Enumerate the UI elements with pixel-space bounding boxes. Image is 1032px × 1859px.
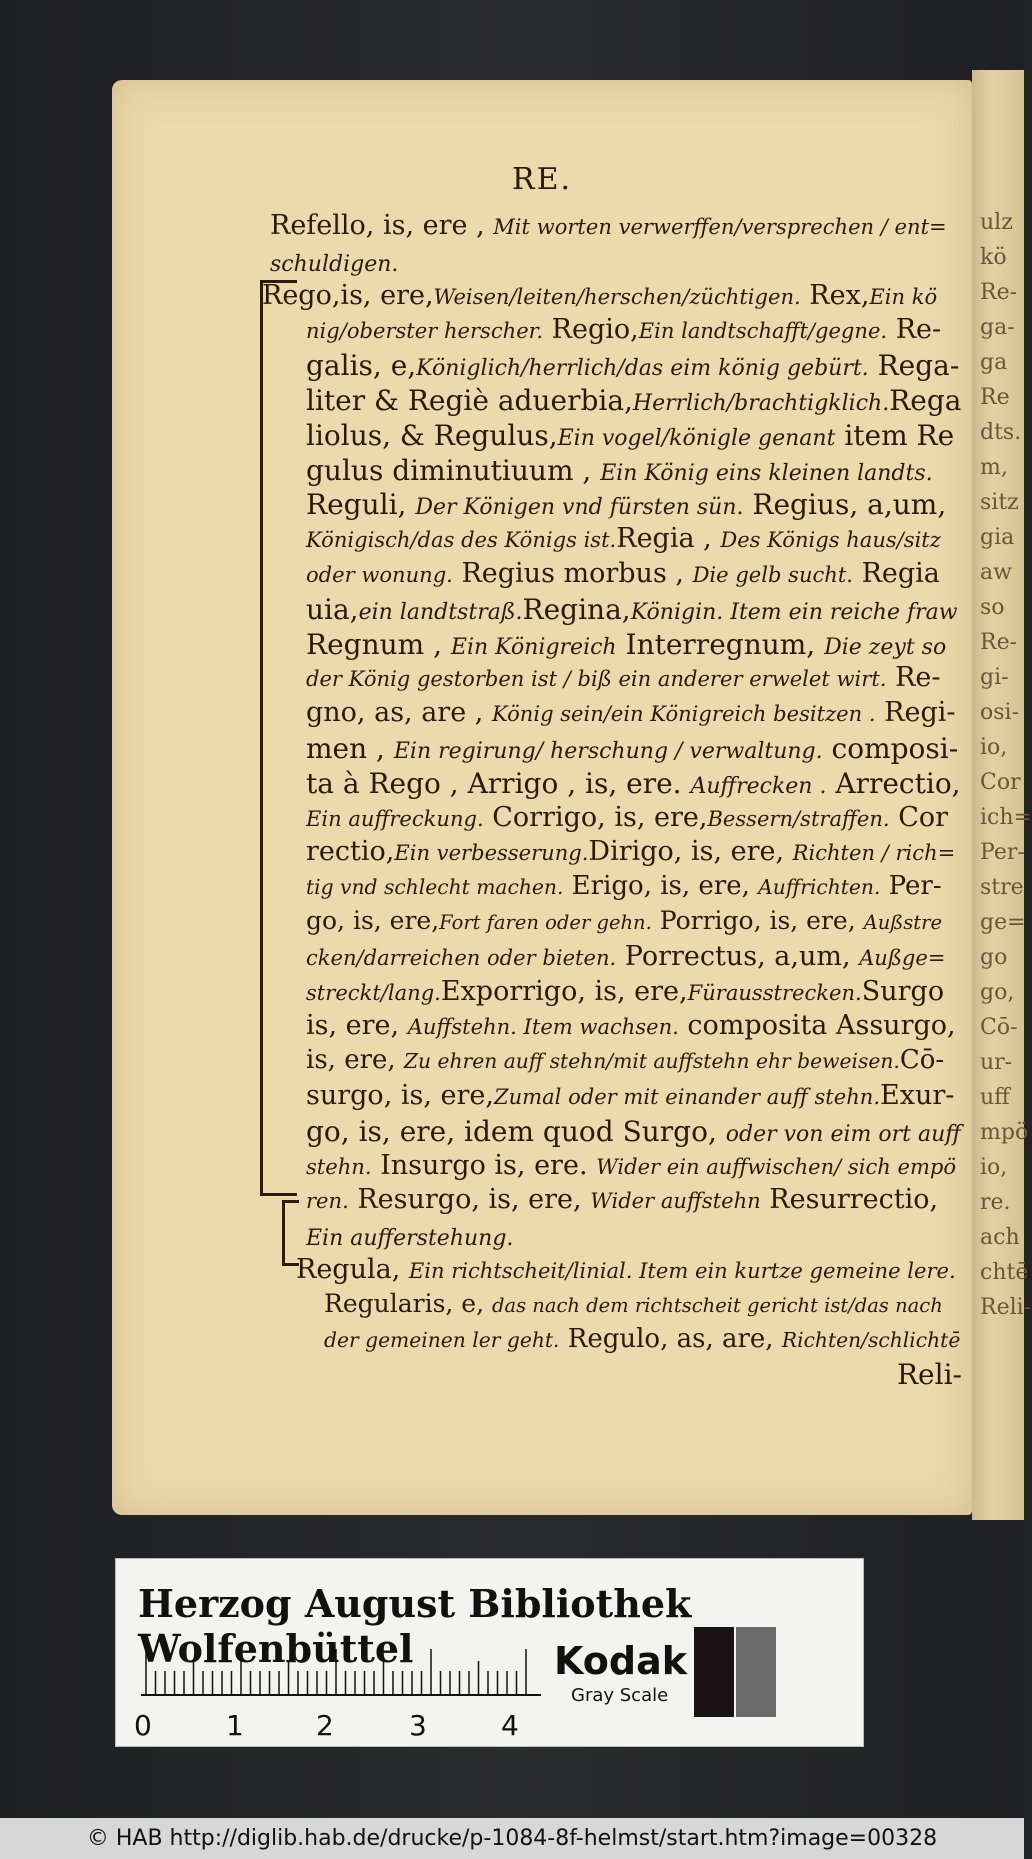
adjacent-page-fragment: chtē (980, 1260, 1029, 1285)
measurement-ruler (141, 1647, 541, 1697)
german-gloss: König sein/ein Königreich besitzen . (491, 701, 876, 727)
german-gloss: Königin. Item ein reiche fraw (630, 599, 958, 625)
text-line (306, 802, 948, 833)
text-line (324, 1289, 943, 1318)
ruler-number-4: 4 (501, 1709, 519, 1742)
entry-bracket-rego (260, 280, 297, 1196)
adjacent-page-edge (972, 70, 1032, 1520)
german-gloss: Ein kö (869, 283, 938, 309)
latin-term: Resurgo, is, ere, (348, 1184, 591, 1216)
ruler-number-0: 0 (134, 1709, 152, 1742)
gray-scale-target (115, 1558, 864, 1747)
latin-term: Regio, (543, 314, 639, 346)
gray-scale-label: Gray Scale (571, 1685, 669, 1706)
latin-term: go, is, ere, (306, 906, 440, 935)
swatch-mid (736, 1627, 776, 1717)
latin-term: Corrigo, is, ere, (483, 801, 708, 833)
german-gloss: Die zeyt so (824, 634, 947, 660)
german-gloss: Ein richtscheit/linial. Item ein kurtze gemeine lere. (408, 1258, 956, 1283)
latin-term: Rega (889, 384, 962, 417)
latin-term: men , (306, 732, 394, 765)
german-gloss: Ein Königreich (450, 634, 617, 660)
adjacent-page-fragment: Re (980, 385, 1010, 410)
text-line (897, 1358, 962, 1391)
text-line (306, 662, 941, 693)
latin-term: Cor (889, 801, 949, 833)
latin-term: Dirigo, is, ere, (588, 836, 793, 868)
adjacent-page-fragment: dts. (980, 420, 1022, 445)
adjacent-page-fragment: ga- (980, 315, 1015, 340)
latin-term: composi- (822, 732, 959, 765)
latin-term: Exur- (880, 1080, 955, 1111)
german-gloss: Ein auffreckung. (306, 805, 484, 831)
adjacent-page-fragment: ich= (980, 805, 1032, 830)
latin-term: Erigo, is, ere, (563, 871, 759, 902)
latin-term: Reli- (896, 1358, 962, 1392)
german-gloss: Ein König eins kleinen landts. (600, 460, 933, 486)
text-line (306, 1115, 961, 1148)
text-line (306, 1184, 938, 1215)
german-gloss: der König gestorben ist / biß ein anderer erwelet wirt. (306, 666, 887, 692)
adjacent-page-fragment: go, (980, 980, 1015, 1005)
german-gloss: Fürausstrecken. (687, 979, 862, 1005)
german-gloss: Auffrecken . (690, 773, 827, 799)
german-gloss: Außge= (859, 944, 946, 970)
book-page (112, 80, 972, 1515)
latin-term: Exporrigo, is, ere, (440, 975, 688, 1007)
adjacent-page-fragment: kö (980, 245, 1007, 270)
text-line (262, 280, 937, 311)
latin-term: Regi- (875, 697, 956, 729)
text-line (270, 245, 398, 278)
german-gloss: Zu ehren auff stehn/mit auffstehn ehr beweisen. (403, 1049, 900, 1074)
german-gloss: Königlich/herrlich/das eim könig gebürt. (416, 356, 869, 382)
ruler-number-1: 1 (226, 1709, 244, 1742)
adjacent-page-fragment: gia (980, 525, 1015, 550)
german-gloss: der gemeinen ler geht. (324, 1327, 560, 1352)
adjacent-page-fragment: ga (980, 350, 1008, 375)
swatch-dark (694, 1627, 734, 1717)
page-header: RE. (511, 162, 573, 197)
german-gloss: Ein regirung/ herschung / verwaltung. (393, 739, 823, 764)
german-gloss: Königisch/das des Königs ist. (306, 527, 617, 553)
german-gloss: Ein landtschafft/gegne. (638, 318, 888, 344)
latin-term: Interregnum, (616, 627, 825, 661)
adjacent-page-fragment: gi- (980, 665, 1009, 690)
adjacent-page-fragment: Per- (980, 840, 1025, 865)
adjacent-page-fragment: sitz (980, 490, 1019, 515)
latin-term: Re- (887, 314, 942, 346)
latin-term: Resurrectio, (760, 1184, 939, 1216)
adjacent-page-fragment: io, (980, 1155, 1008, 1180)
text-line (306, 628, 946, 661)
adjacent-page-fragment: Cor (980, 770, 1021, 795)
text-line (306, 523, 941, 554)
text-line (306, 558, 940, 589)
latin-term: Reguli, (306, 488, 416, 522)
german-gloss: stehn. (306, 1153, 372, 1179)
adjacent-page-fragment: m, (980, 455, 1008, 480)
latin-term: Rex, (800, 279, 870, 311)
latin-term: Regia , (616, 523, 721, 555)
latin-term: go, is, ere, idem quod Surgo, (306, 1114, 726, 1148)
german-gloss: ein landtstraß. (358, 599, 523, 625)
german-gloss: Herrlich/brachtigklich. (632, 391, 890, 416)
adjacent-page-fragment: ach (980, 1225, 1020, 1250)
german-gloss: Auffrichten. (758, 875, 881, 900)
kodak-logo: Kodak (554, 1639, 687, 1683)
latin-term: liolus, & Regulus, (306, 418, 558, 452)
german-gloss: Der Königen vnd fürsten sün. (415, 495, 744, 521)
latin-term: Porrectus, a,um, (616, 940, 860, 972)
adjacent-page-fragment: Re- (980, 630, 1018, 655)
german-gloss: schuldigen. (270, 251, 399, 277)
latin-term: Regulo, as, are, (559, 1323, 782, 1354)
latin-term: Arrectio, (826, 766, 961, 800)
text-line (306, 1045, 944, 1075)
adjacent-page-fragment: ge= (980, 910, 1026, 935)
latin-term: Insurgo is, ere. (371, 1149, 597, 1181)
swatch-light (778, 1627, 818, 1717)
german-gloss: Wider ein auffwischen/ sich empö (596, 1153, 957, 1179)
text-line (306, 314, 941, 345)
german-gloss: ren. (306, 1188, 349, 1214)
latin-term: is, ere, (306, 1045, 404, 1076)
adjacent-page-fragment: Re- (980, 280, 1018, 305)
text-line (296, 1254, 956, 1285)
text-line (306, 871, 942, 901)
text-line (270, 210, 947, 241)
latin-term: Regia (852, 558, 940, 589)
adjacent-page-fragment: uff (980, 1085, 1010, 1110)
text-line (306, 732, 958, 765)
german-gloss: cken/darreichen oder bieten. (306, 944, 617, 970)
text-line (306, 1010, 956, 1041)
latin-term: Regina, (522, 592, 631, 626)
ruler-number-2: 2 (316, 1709, 334, 1742)
german-gloss: streckt/lang. (306, 979, 441, 1005)
text-line (306, 767, 961, 800)
latin-term: Re- (886, 662, 941, 694)
latin-term: item Re (835, 418, 955, 452)
latin-term: Surgo (861, 975, 945, 1007)
german-gloss: Außstre (863, 911, 942, 934)
text-line (306, 349, 959, 382)
german-gloss: oder von eim ort auff (725, 1121, 961, 1147)
text-line (306, 488, 946, 521)
german-gloss: Fort faren oder gehn. (439, 911, 652, 934)
latin-term: gulus diminutiuum , (306, 453, 601, 487)
latin-term: Regnum , (306, 627, 451, 661)
adjacent-page-fragment: ulz (980, 210, 1013, 235)
german-gloss: Weisen/leiten/herschen/züchtigen. (433, 283, 801, 309)
text-line (306, 941, 946, 972)
adjacent-page-fragment: Reli- (980, 1295, 1032, 1320)
latin-term: composita Assurgo, (678, 1010, 956, 1042)
text-line (306, 1219, 513, 1252)
latin-term: Per- (880, 871, 942, 902)
latin-term: rectio, (306, 836, 395, 868)
german-gloss: Bessern/straffen. (707, 805, 890, 831)
latin-term: Regius, a,um, (743, 488, 947, 522)
german-gloss: Richten/schlichtē (781, 1327, 961, 1352)
german-gloss: Mit worten verwerffen/versprechen / ent= (493, 214, 947, 239)
latin-term: surgo, is, ere, (306, 1080, 494, 1111)
german-gloss: Ein aufferstehung. (306, 1226, 514, 1252)
text-line (306, 384, 961, 417)
text-line (306, 976, 944, 1007)
library-name: Herzog August Bibliothek Wolfenbüttel (138, 1581, 692, 1671)
german-gloss: Richten / rich= (792, 840, 956, 866)
latin-term: liter & Regiè aduerbia, (306, 384, 633, 417)
german-gloss: das nach dem richtscheit gericht ist/das nach (491, 1293, 943, 1317)
german-gloss: Ein vogel/königle genant (557, 425, 836, 451)
adjacent-page-fragment: go (980, 945, 1008, 970)
adjacent-page-fragment: ur- (980, 1050, 1013, 1075)
adjacent-page-fragment: so (980, 595, 1005, 620)
copyright-footer: © HAB http://diglib.hab.de/drucke/p-1084-8f-helmst/start.htm?image=00328 (0, 1818, 1024, 1859)
text-line (306, 906, 942, 935)
adjacent-page-fragment: aw (980, 560, 1012, 585)
latin-term: Cō- (899, 1045, 945, 1076)
text-line (306, 454, 933, 487)
german-gloss: nig/oberster herscher. (306, 318, 544, 344)
latin-term: Rego,is, ere, (262, 279, 434, 311)
text-line (306, 836, 955, 867)
adjacent-page-fragment: mpö (980, 1120, 1029, 1145)
ruler-number-3: 3 (409, 1709, 427, 1742)
german-gloss: Zumal oder mit einander auff stehn. (493, 1084, 881, 1109)
latin-term: galis, e, (306, 349, 417, 383)
latin-term: Regula, (296, 1254, 409, 1285)
latin-term: Regularis, e, (324, 1288, 492, 1318)
adjacent-page-fragment: re. (980, 1190, 1011, 1215)
text-line (306, 1080, 954, 1111)
latin-term: Refello, is, ere , (270, 210, 494, 241)
german-gloss: oder wonung. (306, 562, 453, 587)
german-gloss: Wider auffstehn (590, 1188, 761, 1214)
text-line (306, 419, 954, 452)
adjacent-page-fragment: osi- (980, 700, 1020, 725)
text-line (306, 697, 956, 728)
latin-term: Porrigo, is, ere, (651, 906, 864, 935)
text-line (324, 1324, 960, 1354)
german-gloss: Ein verbesserung. (394, 840, 589, 866)
german-gloss: Des Königs haus/sitz (720, 527, 941, 553)
german-gloss: Die gelb sucht. (692, 562, 853, 587)
german-gloss: tig vnd schlecht machen. (306, 875, 564, 900)
latin-term: Rega- (868, 349, 960, 383)
adjacent-page-fragment: io, (980, 735, 1008, 760)
latin-term: is, ere, (306, 1010, 408, 1042)
text-line (306, 593, 958, 626)
adjacent-page-fragment: Cō- (980, 1015, 1018, 1040)
german-gloss: Auffstehn. Item wachsen. (407, 1014, 679, 1040)
latin-term: Regius morbus , (452, 558, 693, 589)
text-line (306, 1150, 956, 1181)
latin-term: gno, as, are , (306, 697, 492, 729)
latin-term: uia, (306, 592, 359, 626)
latin-term: ta à Rego , Arrigo , is, ere. (306, 766, 691, 800)
adjacent-page-fragment: stre (980, 875, 1024, 900)
